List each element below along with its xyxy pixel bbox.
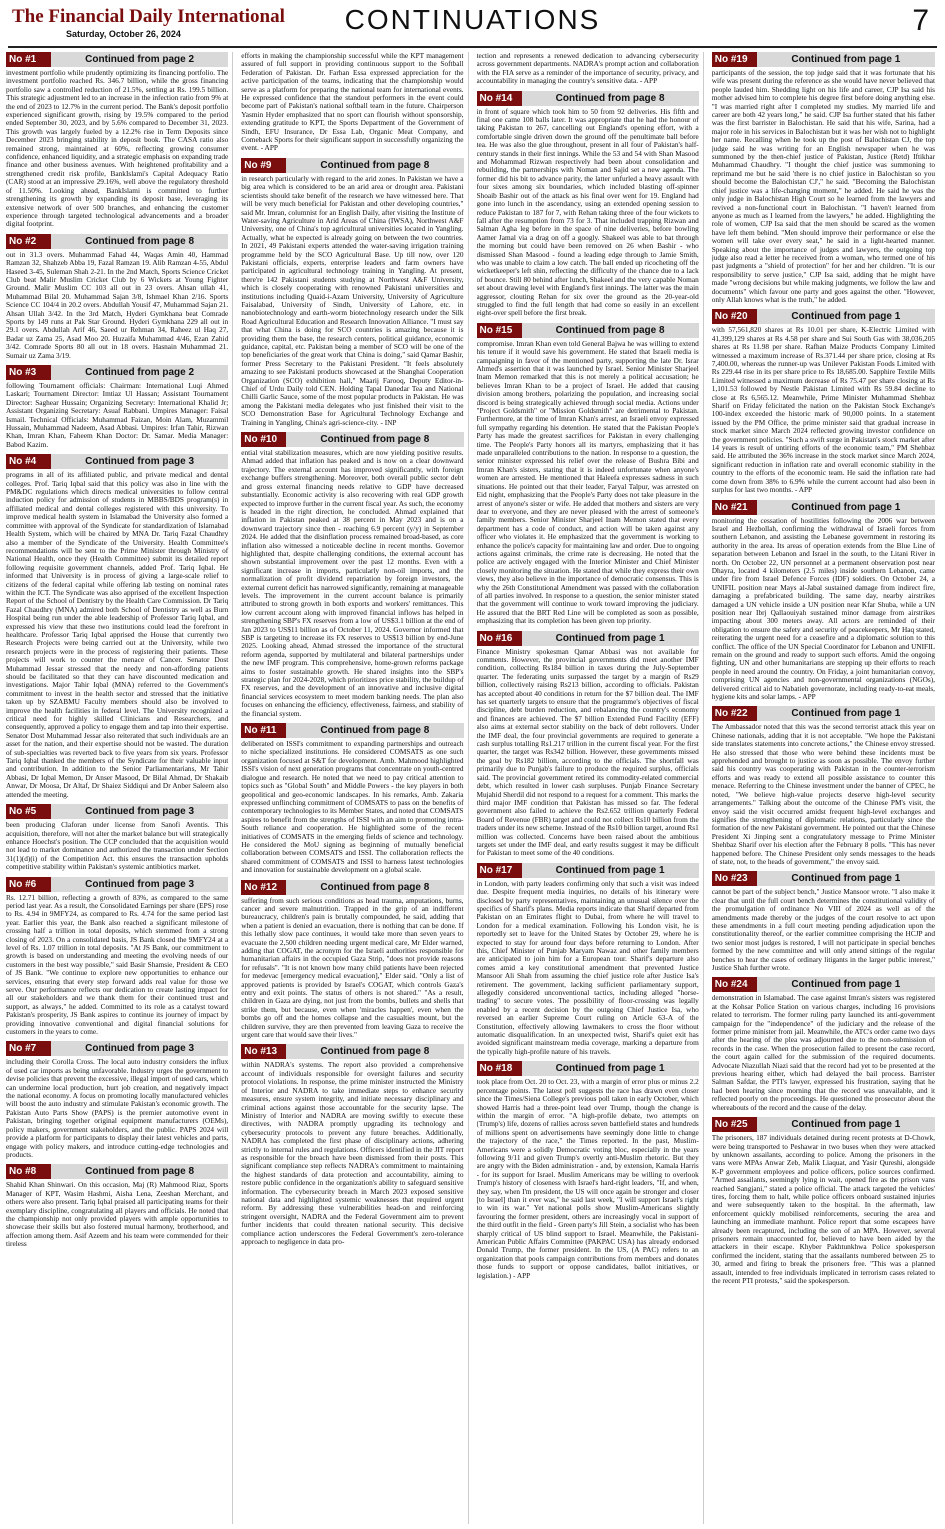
story-title: Continued from page 1 [757,871,935,886]
story-number: No #21 [712,500,757,515]
story-body: investment portfolio while prudently optimizing its financing portfolio. The investment portfolio reached Rs. 346.7 billion, while the gross financing portfolio saw a controlled reduction of 21.5%, settling at Rs. 199.5 billion. This strategic adjustment led to an increase in the infection ratio from 9% at the end of 2023 to 12.7% in the current period. The Bank's deposit portfolio experienced significant growth, rising by 19.5% compared to the period ended September 30, 2023, and by 5.6% compared to December 31, 2023. This growth was largely fueled by a 12.2% rise in Term Deposits since December 2023 bringing stability in deposit book. The CASA ratio also remained strong, maintained at 60%, reflecting growing consumer confidence, enhanced liquidity, and a strategic emphasis on expanding trade finance and other business avenues. With heightened profitability and a strengthened credit risk profile, BankIslami's Capital Adequacy Ratio (CAR) stood at an impressive 29.16%, well above the regulatory threshold of 11.50%. Looking ahead, BankIslami is committed to further strengthening its growth by expanding its deposit base, leveraging its extensive network of over 500 branches, and enhancing the customer experience through targeted technological advancements and a broader digital footprint. [6,68,229,229]
story-header [712,977,935,992]
column-1 [6,52,233,1524]
story-number: No #4 [6,454,51,469]
story-body: compromise. Imran Khan even told General Bajwa he was willing to extend his tenure if it would save his government. He stated that Israeli media is campaigning in favor of the mentioned party, supporting the late Dr. Israr Ahmed's assertion that it was launched by Israel. Senior Minister Sharjeel Inam Memon remarked that this is not merely a political accusation; he believes Imran Khan to be a project of Israel. He added that causing division among brothers, polarizing the population, and increasing social discord is being strategically achieved through social media. Actions under "Project Goldsmith" or "Mission Goldsmith" are detrimental to Pakistan. Furthermore, at the time of Imran Khan's arrest, an Israeli envoy expressed full sympathy regarding his detention. He stated that the Pakistan People's Party has made the greatest sacrifices for Pakistan in every challenging time. The People's Party honors all its martyrs, emphasizing that it has made unparalleled contributions to the nation. In response to a question, the senior minister expressed his relief over the release of Bushra Bibi and Imran Khan's sisters, stating that it is indeed unfortunate when anyone's women are arrested. He mentioned that Haleefa expresses sadness in such situations. He pointed out that their leader, Faryal Talpur, was arrested on Eid night, emphasizing that the People's Party does not take pleasure in the arrest of anyone's sister or wife. He added that mothers and sisters are very dear to everyone, and they are never pleased with the arrest of someone's family members. Senior Minister Sharjeel Inam Memon stated that every department has a code of conduct, and action will be taken against any officer who violates it. He emphasized that the government is working to enhance the police's capacity for maintaining law and order. Due to ongoing actions against criminals, the crime rate is decreasing. He noted that the police are actively engaged with the Interior Minister and Chief Minister closely monitoring the situation. He stated that while they express their own views, they also believe in the importance of democratic consensus. This is why the 26th Constitutional Amendment was passed with the collaboration of all parties involved. In response to a question, the senior minister stated that the government will continue to work toward improving the judiciary. He assured that the BRT Red Line will be completed as soon as possible, emphasizing that its completion has been given top priority. [476,338,699,626]
story-title: Continued from page 1 [522,1061,699,1076]
masthead [8,4,937,48]
story-header [712,706,935,721]
story-body: demonstration in Islamabad. The case against Imran's sisters was registered at the Kohsar Police Station on various charges, including 16 provisions related to terrorism. The former ruling party launched its anti-government campaign for the "independence" of the judiciary and the release of the former prime minister from jail. Meanwhile, the ATC's order came two days after the hearing of the plea was adjourned due to the non-submission of records in the case. When the prosecution failed to present the case record, the court again called for the submission of the required documents. Advocate Niazullah Niazi said that the record had yet to be presented at the previous hearing either, which had delayed the bail process. Barrister Salman Safdar, the PTI's lawyer, expressed his frustration, saying that he had been hearing since morning that the record was unavailable, and it reflected poorly on the proceedings. He questioned the prosecutor about the whereabouts of the record and the cause of the delay. [711,993,935,1112]
story-number: No #11 [241,723,286,738]
continuation-story [712,1117,935,1285]
story-columns [6,52,939,1524]
story-body: following Tournament officials: Chairman: International Luqi Ahmed Laskari; Tournament Director: Imtiaz Ul Hassan; Assistant Tournament Director: Saghear Hussain; Organizing Secretary: International Khalid Jr; Assistant Organizing Secretary: Asuaf Rabbani. Umpires Manager: Faisal Ismail. Technical Officials: Muhammad Faizan, Moin Alam, Muzammil Hussain, Muhammad Nadeem, Asad Abbasi. Umpires: Irfan Tahir, Rizwan Khan, Imran Khan, Faheem Khan Doctor: Dr. Samar. Media Manager: Babod Kazim. [6,381,229,449]
continuation-story [712,500,935,702]
story-number: No #6 [6,877,51,892]
story-body: suffering from such serious conditions as head trauma, amputations, burns, cancer and severe malnutrition. Trapped in the grip of an indifferent bureaucracy, children's pain is brutally compounded, he said, adding that when a patient is denied an evacuation, there is nothing that can be done. If this lethally slow pace continues, it would take more than seven years to evacuate the 2,500 children needing urgent medical care, Mr Elder warned, adding that COGAT, the acronym for the Israeli authorities responsible for humanitarian affairs in the occupied Gaza Strip, "does not provide reasons for refusals". "It is not known how many child patients have been rejected for medevac [emergency medical evacuation]," Elder said. "Only a list of approved patients is provided by Israel's COGAT, which controls Gaza's entry and exit points. The status of others is not shared." "As a result, children in Gaza are dying, not just from the bombs, bullets and shells that strike them, but because, even when 'miracles happen', even when the bombs go off and the homes collapse and the casualties mount, but the children survive, they are then prevented from leaving Gaza to receive the urgent care that would save their lives." [241,895,464,1040]
story-header [241,432,463,447]
story-title: Continued from page 8 [286,723,463,738]
story-number: No #14 [477,91,522,106]
story-body: programs in all of its affiliated public, and private medical and dental colleges. Prof. Tariq Iqbal said that this policy was also in line with the PM&DC regulations which directs medical universities to follow central induction policy for admission of students in MBBS/BDS program(s) in affiliated medical and dental colleges registered with this university. To improve medical health system in Islamabad the University also formed a committee with approval of the Syndicate for standardization of Islamabad Health System, which will be chaired by MNA Dr. Tariq Fazal Chaudhry also a member of the Syndicate of the University. Health Committee's recommendations will be sent to the Prime Minister through Ministry of National Health, once they (Health Committee) submit its detailed report following requisite government channels, added Prof. Tariq Iqbal. He informed that University is in process of giving a large-scale relief to citizens of the federal capital while offering lab testing on nominal rates within the ICT. The Syndicate was also apprised of the excellent Inspection Report of the School of Dentistry by the Health Care Commission. Dr Tariq Fazal Chaudhry (MNA) admired both School of Dentistry as well as Burn Hospital being run under the able leadership of Professor Tariq Iqbal, and expressed his view that these two institutions could lead the forefront in healthcare. Professor Tariq Iqbal apprised the House that currently two Research Projects were being carried out at the University, while two research projects were in the process of registering their patients. These projects will work to counter the menace of Cancer. Senator Dost Muhammad Jessar stressed that the needy and non-affording patients should be facilitated so that they can have discounted medication and investigations. Major Tahir Iqbal (MNA) referred to the Government's commitment to invest in the health sector and stressed that the initiative taken up by SZABMU Faculty members should also be involved to improve the health facilities in federal level. The University recognized a critical need for highly skilled Clinicians and Researchers, and consequently, approved a policy to engage them and tap into their expertise. Senator Dost Muhammad Jessar also reiterated that such individuals are an asset for the nation, and their expertise should not be wasted. The duration of sub-specialties was reverted back to five years from six years. Professor Tariq Iqbal thanked the members of the Syndicate for their valuable input and contribution. In addition to the Senior Parliamentarians, Mr Tahir Abbasi, Dr Iqbal Memon, Dr Anser Masood, Dr Bilal Ahmad, Dr Shakaib Anwar, Dr Moosa, Dr Altaf, Dr Shaiez Siddiqui and Dr Anber Saleem also attended the meeting. [6,470,229,799]
story-header [241,1044,463,1059]
story-number: No #3 [6,365,51,380]
story-header [477,323,699,338]
continuation-story [477,863,699,1057]
continuation-story [477,52,699,86]
story-body: with 57,561,820 shares at Rs 10.01 per share, K-Electric Limited with 41,399,129 shares at Rs 4.58 per share and Sui South Gas with 38,036,205 shares at Rs 11.98 per share. Rafhan Maize Products Company Limited witnessed a maximum increase of Rs.371.44 per share price, closing at Rs 7,400.00, whereas the runner-up was Unilever Pakistan Foods Limited with Rs 229.44 rise in its per share price to Rs 18,685.00. Sapphire Textile Mills Limited witnessed a maximum decrease of Rs 75.47 per share closing at Rs 1,101.53 followed by Nestle Pakistan Limited with Rs 59.84 decline to close at Rs 6,565.12. Meanwhile, Prime Minister Muhammad Shehbaz Sharif on Friday felicitated the nation on the Pakistan Stock Exchange's 100-index exceeded the historic mark of 90,000 points. In a statement issued by the PM Office, the prime minister said that gradual increase in stock market since March 2024 reflected growing investor confidence on the government policies. "Such a swift surge in Pakistan's stock market after 14 years is result of untiring efforts of the economic team," PM Shehbaz said. He attributed the 36% increase in the stock market since March 2024, significant reduction in inflation rate and overall economic stability in the country to the efforts of the economic team. He said the inflation rate had come down from 38% to 6.9% while the current account had also been in surplus for last two months. - APP [711,325,935,495]
continuation-story [712,871,935,972]
story-number: No #17 [477,863,522,878]
story-header [6,1041,228,1056]
continuation-story [241,52,463,153]
story-title: Continued from page 8 [51,234,228,249]
story-body: The Ambassador noted that this was the second terrorist attack this year on Chinese nationals, adding that it is not acceptable. "We hope the Pakistani side translates statements into concrete actions," the Chinese envoy stressed. He also stressed that those who were behind these incidents must be apprehended and brought to justice as soon as possible. The envoy further said his country was cooperating with Pakistan in the counter-terrorism efforts and was ready to extend all possible assistance to counter this menace. Referring to the Chinese investment under the banner of CPEC, he noted, "We believe high-value projects deserve high-level security arrangements." Talking about the outcome of the Chinese PM's visit, the envoy said the visit occurred amidst frequent high-level exchanges and signifies the strengthening of diplomatic relations, particularly since the formation of the new Pakistani government. He pointed out that the Chinese President Xi Jinping sent a congratulatory message to Prime Minister Shehbaz Sharif over his election after the February 8 polls. "This has never happened before. The Chinese President only sends messages to the heads of state, not, to the heads of government," the envoy said. [711,722,935,866]
story-header [477,631,699,646]
story-header [6,454,228,469]
story-title: Continued from page 2 [51,365,228,380]
story-body: The prisoners, 187 individuals detained during recent protests at D-Chowk, were being transported to Peshawar in two buses when they were attacked by unknown assailants, according to police. Among the prisoners in the vans were MPAs Anwar Zeb, Malik Liaquat, and Yasir Qureshi, alongside K-P government employees and police officers, police sources confirmed. "Armed assailants, seemingly lying in wait, opened fire as the prison vans reached Sangjani," stated a police official. The attack targeted the vehicles' tires, forcing them to halt, while police officers onboard sustained injuries and were subsequently taken to the hospital. In the aftermath, law enforcement quickly mobilised reinforcements, securing the area and launching an immediate manhunt. Police report that some escapees have already been recaptured, including the son of an MPA. However, several prisoners remain unaccounted for, believed to have been aided by the attackers in their escape. Khyber Pakhtunkhwa Police spokesperson confirmed the incident, stating that the assailants numbered between 25 to 30, armed and firing to break the prisoners free. "This was a planned assault, intended to free individuals implicated in terrorism cases related to the recent PTI protests," said the spokesperson. [711,1133,935,1285]
story-number: No #23 [712,871,757,886]
story-number: No #2 [6,234,51,249]
story-header [6,804,228,819]
story-number: No #12 [241,880,286,895]
story-body: Finance Ministry spokesman Qamar Abbasi was not available for comments. However, the provincial governments did meet another IMF condition, collecting Rs184 billion in taxes during the July-September quarter. The federating units surpassed the target by a margin of Rs29 billion, collectively raising Rs213 billion, according to officials. Pakistan has accepted about 40 conditions in return for the $7 billion deal. The IMF has set quarterly targets to ensure that the programme's objectives of fiscal discipline, debt burden reduction, and rebalancing the country's economy and finances are achieved. The $7 billion Extended Fund Facility (EFF) also aims at external sector stability on the back of debt rollovers. Under the IMF deal, the four provincial governments are required to generate a cash surplus totalling Rs1.217 trillion in the current fiscal year. For the first quarter, the target was Rs342 billion. However, these governments missed the goal by Rs182 billion, according to the officials. The shortfall was primarily due to Punjab's failure to produce the required surplus, officials said. The provincial government retired its commodity-related commercial debt, which resulted in lower cash surpluses. Punjab Finance Secretary Mujahid Sherdil did not respond to a request for a comment. This marks the third major IMF condition that Pakistan has missed so far. The federal government also failed to achieve the Rs2.652 trillion quarterly Federal Board of Revenue (FBR) target and could not collect Rs10 billion from the traders under its new scheme. Instead of the Rs10 billion target, around Rs1 million was collected. Concerns have been raised about the ambitious targets set under the IMF deal, and early results suggest it may be difficult for Pakistan to meet some of the 40 conditions. [476,646,699,858]
continuation-story [712,706,935,866]
page-number: 7 [912,4,929,37]
story-body: ential vital stabilization measures, which are now yielding positive results. Ahmad added that inflation has peaked and is now on a clear downward trajectory. The external account has improved significantly, with foreign exchange buffers strengthening. Moreover, both overall public sector debt and gross external financing needs relative to GDP have decreased substantially. Economic activity is also recovering with real GDP growth expected to improve further in the current fiscal year. As such, the economy is headed in the right direction, he concluded. Ahmad explained that inflation in Pakistan peaked at 38 percent in May 2023 and is on a downward trajectory since then - reaching 6.9 percent (y/y) in September 2024. He added that the disinflation process remained broad-based, as core inflation also witnessed a noticeable decline in recent months. Governor highlighted that, despite challenging conditions, the external account has shown substantial improvement over the past 12 months. Even with a significant increase in imports, particularly non-oil imports, and the normalization of profit dividend repatriation by foreign investors, the external current deficit has narrowed significantly, remaining at manageable levels. The improvement in the current account balance is primarily attributed to strong growth in both exports and workers' remittances. This low current account along with improved financial inflows has helped in strengthening SBP's FX reserves from a low of US$3.1 billion at the end of Jan 2023 to US$11 billion as of October 11, 2024. Governor informed that SBP is targeting to increase its FX reserves to US$13 billion by end-June 2025. Looking ahead, Ahmad stressed the importance of the structural reform agenda, supported by multilateral and bilateral partnerships under the new IMF program. This comprehensive, home-grown reforms package aims to foster sustainable growth. He shared insights into the SBP's strategic plan for 2024-2028, which prioritizes price stability, the buildup of FX reserves, and the development of an innovative and inclusive digital financial services ecosystem to meet modern banking needs. The plan also focuses on enhancing the efficiency, effectiveness, fairness, and stability of the financial system. [241,448,464,718]
story-body: Shahid Khan Shinwari. On this occasion, Maj (R) Mahmood Riaz, Sports Manager of KPT, Wasim Hashmi, Aisha Lena, Zeeshan Merchant, and others were also present. Tariq Iqbal praised all participating teams for their exemplary discipline, congratulating all players and officials. He noted that the championship not only provided players with ample opportunities to showcase their skills but also fostered mutual harmony, brotherhood, and affection among them. Asif Azeem and his team were commended for their tireless [6,1180,229,1249]
story-number: No #25 [712,1117,757,1132]
story-header [6,52,228,67]
story-body: took place from Oct. 20 to Oct. 23, with a margin of error plus or minus 2.2 percentage points. The latest poll suggests the race has drawn even closer since the Times/Siena College's previous poll taken in early October, which showed Harris had a three-point lead over Trump, though the change is within the margin of error. "A high-profile debate, two attempts on (Trump's) life, dozens of rallies across seven battlefield states and hundreds of millions spent on advertisements have seemingly done little to change the trajectory of the race," the Times reported. In the past, Muslim-Americans were a solidly Democratic voting bloc, especially in the years following 9/11 and given Trump's overtly anti-Muslim rhetoric. But they are angry with the Biden administration - and, by extension, Kamala Harris - for its support for Israel. Muslim Americans may be willing to overlook Trump's history of closeness with Israel's hard-right leaders, "If, and when, they say, when I'm president, the US will once again be stronger and closer [to Israel] than it ever was," he said last week, "I will support Israel's right to win its war." Yet national polls show Muslim-Americans slightly favouring the former president, others are increasingly vocal in support of the third outfit in the field - Green party's Jill Stein, a socialist who has been sharply critical of US blind support to Israel. Meanwhile, the Pakistani-American Public Affairs Committee (PAKPAC USA) has already endorsed Donald Trump, the former president. In the US, (A PAC) refers to an organization that pools campaign contributions from members and donates those funds to support or oppose candidates, ballot initiatives, or legislation.) - APP [476,1077,699,1280]
story-title: Continued from page 8 [286,1044,463,1059]
story-title: Continued from page 8 [286,432,463,447]
story-body: within NADRA's systems. The report also provided a comprehensive account of individuals responsible for oversight failures and security protocol violations. In response, the prime minister instructed the Ministry of Interior and NADRA to take immediate steps to enhance security measures, ensure system integrity, and initiate necessary disciplinary and criminal actions against those accountable for the security lapse. The Ministry of Interior and NADRA are moving swiftly to execute these directives, with NADRA promptly upgrading its technology and cybersecurity protocols to prevent any future breaches. Additionally, NADRA has completed the first phase of disciplinary actions, adhering strictly to internal rules and regulations. Officers identified in the JIT report as responsible for the breach have been dismissed from their posts. This significant compliance step reflects NADRA's commitment to maintaining the highest standards of data protection and accountability, aiming to restore public confidence in the organization's ability to safeguard sensitive information. The cybersecurity breach in March 2023 exposed sensitive national data and highlighted systemic weaknesses that required urgent reform. By addressing these vulnerabilities head-on and reinforcing stringent oversight, NADRA and the Federal Government aim to prevent further incidents that could threaten national security. This decisive compliance action underscores the Federal Government's zero-tolerance approach to negligence in data pro- [241,1060,464,1246]
continuation-story [6,1164,228,1248]
story-number: No #22 [712,706,757,721]
story-title: Continued from page 1 [757,52,935,67]
story-number: No #15 [477,323,522,338]
story-number: No #8 [6,1164,51,1179]
story-title: Continued from page 3 [51,454,228,469]
story-header [712,1117,935,1132]
continuation-story [6,234,228,360]
story-body: cannot be part of the subject bench," Justice Mansoor wrote. "I also make it clear that until the full court bench determines the constitutional validity of the promulgation of ordinance No VIII of 2024 as well as of the amendments made thereby or the judges of the court resolve to act upon these amendments in a full court meeting pending adjudication upon the constitutionality thereof, or the earlier committee comprising the HCJP and two senior most judges is restored, I will not participate in special benches formed by the new committee and will only attend sittings of the regular benches to hear the cases of ordinary litigants in the larger public interest," Justice Shah further wrote. [711,887,935,972]
story-header [712,309,935,324]
story-number: No #13 [241,1044,286,1059]
continuation-story [6,365,228,449]
story-header [712,52,935,67]
newspaper-logo: The Financial Daily International [12,6,285,27]
continuation-story [6,1041,228,1159]
story-title: Continued from page 1 [757,309,935,324]
continuation-story [241,158,463,427]
story-body: in front of square which took him to 50 from 92 deliveries. His fifth and final one came 108 balls later. It was appropriate that he had the honour of taking Pakistan to 267, cancelling out England's opening effort, with a comfortable single driven down the ground off the penultimate ball before tea. He was also the glue throughout, present in all four of Pakistan's half-century stands in their first innings. While the 53 and 54 with Shan Masood and Mohammad Rizwan respectively had been about consolidation and rebuilding, the partnerships with Noman and Sajid set a new agenda. The former did his bit to advance parity, the latter unfurled a heavy assault with four sixes among six boundaries, which included blasting off-spinner Shoaib Bashir out of the attack as his final over went for 19. England had gone into lunch in the ascendancy, using an extended opening session to reduce Pakistan to 187 for 7, with Rehan taking three of the four wickets to fall after the resumption from 73 for 3. That included trapping Rizwan and Salman Agha leg before in the space of nine deliveries, before bowling Aamer Jamal via a drag on off a googly. Shakeel was able to bat through the morning but could have been removed on 26 when Bashir - who dismissed Shan Masood - found a leading edge through to Jamie Smith, who was unable to claim a low catch. The ball ended up ricocheting off the wicketkeeper's left shin, reflecting the difficulty of the chance due to a lack of bounce. Still 80 behind after lunch, Shakeel and the very capable Noman set about drawing level with England's first innings. The latter was the main aggressor, clouting Rehan for six over the ground as the 20-year-old struggled to find the full length that had come so easily in an excellent eight-over spell before the first break. [476,106,699,318]
story-header [6,1164,228,1179]
story-title: Continued from page 8 [522,323,699,338]
continuation-story [6,877,228,1037]
story-header [477,91,699,106]
continuation-story [241,1044,463,1246]
continuation-story [6,804,228,871]
continuation-story [477,323,699,626]
story-title: Continued from page 1 [522,863,699,878]
story-body: monitoring the cessation of hostilities following the 2006 war between Israel and Hezbollah, confirming the withdrawal of Israeli forces from southern Lebanon, and assisting the Lebanese government in restoring its authority in the area. Its areas of operation extends from the Blue Line of separation between Lebanon and Israel in the south, to the Litani River in north. On October 22, UN personnel at a permanent observation post near Dhayra, located 4 kilometers (2.5 miles) inside southern Lebanon, came under fire from Israel Defence Forces (IDF) soldiers. On October 24, a UNIFIL position near Mays al-Jabal sustained damage from indirect fire, damaging a prefabricated building. The same day, nearby airstrikes damaged a UN vehicle inside a UN position near Kfar Shuba, while a UN position near Ibrj Qallaouiyah sustained minor damage from airstrikes impacting about 300 meters away. All actors are reminded of their obligation to ensure the safety and security of peacekeepers, Mr Haq stated, reiterating the urgent need for a ceasefire and a diplomatic solution to this conflict. The office of the UN Special Coordinator for Lebanon and UNIFIL remain on the ground and ready to support such efforts. Amid the ongoing fighting, UN and other humanitarians are stepping up their efforts to reach people in need around the country. On Friday, a joint humanitarian convoy, comprising UN agencies and non-governmental organizations (NGOs), delivered critical aid to Nabatieh governorate, including ready-to-eat meals, hygiene kits and solar lamps. - APP [711,515,935,702]
story-title: Continued from page 3 [51,877,228,892]
story-number: No #18 [477,1061,522,1076]
story-title: Continued from page 2 [51,52,228,67]
story-body: efforts in making the championship successful while the KPT management assured of full support in providing continuous support to the Softball Federation of Pakistan. Dr. Farhan Essa expressed appreciation for the active participation of the teams, indicating that the championship would serve as a platform for preparing the national team for international events. He expressed confidence that the standout performers in the event could become part of Pakistan's national softball team in the future. Chairperson Yasmin Hyder emphasized that no sport can flourish without sponsorship, extending gratitude to KPT, the Sports Department of the Government of Sindh, EFU Insurance, Dr Essa Lab, Organic Meat Company, and Comeback Sports for their significant support in successfully organizing the event. - APP [241,52,464,153]
issue-date: Saturday, October 26, 2024 [66,29,181,39]
header-divider [8,46,937,48]
story-title: Continued from page 8 [286,158,463,173]
story-header [477,863,699,878]
story-title: Continued from page 3 [51,804,228,819]
story-body: been producing Claforan under license from Sanofi Aventis. This acquisition, therefore, will not alter the market balance but will strategically enhance Hoechst's position. The CCP concluded that the acquisition would not lead to market dominance and authorized the transaction under Section 31(1)(d)(i) of the Competition Act. this ensures the transaction upholds competitive stability within Pakistan's systemic antibiotics market. [6,820,229,872]
story-number: No #20 [712,309,757,324]
continuation-story [712,977,935,1112]
story-header [6,234,228,249]
continuation-story [712,52,935,304]
story-title: Continued from page 1 [757,977,935,992]
story-header [6,365,228,380]
continuation-story [6,52,228,229]
story-number: No #10 [241,432,286,447]
story-body: in London, with party leaders confirming only that such a visit was indeed due. Despite frequent media inquiries, no details of his itinerary were disclosed by party representatives, maintaining an unusual silence over the specifics of Sharif's plans. Media reports indicate that Sharif departed from Pakistan on an Emirates flight to Dubai, from where he will travel to London for a medical examination. Following his London visit, he is reportedly set to leave for the United States by October 29, where he is expected to stay for around four days before returning to London. After this, Chief Minister of Punjab Maryam Nawaz and other family members are anticipated to join him for a European tour. Sharif's departure also comes amid a key constitutional amendment that prevented Justice Mansoor Ali Shah from assuming the chief justice role after Justice Isa's retirement. The government, lacking sufficient parliamentary support, allegedly considered unconventional tactics, including alleged "horse-trading" to secure votes. The possibility of floor-crossing was legally enabled by a recent decision by the outgoing Chief Justice Isa, who reversed an earlier Supreme Court ruling on Article 63-A of the Constitution, effectively allowing lawmakers to cross the floor without automatic disqualification. In an unexpected twist, Sharif's quiet exit has avoided significant mainstream media coverage, marking a departure from the typically high-profile nature of his travels. [476,878,699,1056]
story-number: No #7 [6,1041,51,1056]
story-number: No #1 [6,52,51,67]
story-title: Continued from page 1 [757,500,935,515]
story-title: Continued from page 8 [522,91,699,106]
story-number: No #16 [477,631,522,646]
story-body: deliberated on ISSI's commitment to expanding partnerships and outreach to niche specialized institutions. He considered COMSATS as one such organization focused at S&T for development. Amb. Mahmood highlighted ISSI's vision of next generation programs that concentrate on youth-centred dialogue and research. He noted that we need to pay critical attention to topics such as "Global South" and Middle Powers - the key players in both geopolitical and geo-economic landscapes. In his remarks, Amb. Zakaria expressed unflinching commitment of COMSATS to pass on the benefits of contemporary technologies to its Member States, and noted that COMSATS aspires to benefit from the strengths of ISSI with an aim to promoting intra-South reliance and cooperation. He highlighted some of the recent initiatives of COMSATS in the emerging fields of science and technology. He considered the MoU signing as beginning of mutually beneficial collaboration between COMSATS and ISSI. The collaboration reflects the shared commitment of COMSATS and ISSI to harness latest technologies and innovation for sustainable development on a global scale. [241,739,464,875]
story-number: No #5 [6,804,51,819]
story-body: tection and represents a renewed dedication to advancing cybersecurity across government departments. NADRA's prompt action and collaboration with the FIA serve as a reminder of the importance of security, privacy, and accountability in managing the country's sensitive data. - APP [476,52,699,86]
continuation-story [241,723,463,875]
story-title: Continued from page 1 [757,1117,935,1132]
story-title: Continued from page 1 [757,706,935,721]
story-body: including their Corolla Cross. The local auto industry considers the influx of used car imports as being unfavorable. Industry urges the government to devise policies that prevent the excessive, illegal import of used cars, which can undermine local production, hurt job creation, and negatively impact the national economy. A focus on promoting locally manufactured vehicles will boost the auto industry and stimulate Pakistan's economic growth. The Pakistan Auto Parts Show (PAPS) is the premier automotive event in Pakistan, bringing together original equipment manufacturers (OEMs), policy makers, government stakeholders, and the public. PAPS 2024 will provide a platform for participants to display their latest vehicles and parts, engage with policy makers, and introduce cutting-edge technologies and products. [6,1057,229,1159]
story-title: Continued from page 1 [522,631,699,646]
continuation-story [241,432,463,718]
continuation-story [241,880,463,1040]
continuation-story [6,454,228,799]
story-header [712,871,935,886]
column-2 [241,52,468,1524]
continuation-story [477,1061,699,1280]
story-header [477,1061,699,1076]
story-number: No #24 [712,977,757,992]
story-header [241,158,463,173]
story-header [712,500,935,515]
story-body: participants of the session, the top judge said that it was fortunate that his wife was present during the reference as she would have never believed that people lauded him. Shedding light on his life and career, CJP Isa said his mother advised him to complete his degree first before doing anything else. "I was married right after I completed my studies. My married life and career are both 42 years long," he said. CJP Isa further stated that his father was the first barrister in Balochistan. He said that his wife, Sarina, had a major role in his services in Balochistan but it was her wish not to highlight her name. Recalling when he took up the post of Balochistan CJ, the top judge said he was writing for an English newspaper when he was summoned by the then-chief justice of Pakistan, Justice (Retd) Iftikhar Muhammad Chaudhry. "I thought the chief justice was summoning to reprimand me but he said 'there is no chief justice in Balochistan so you should become the Balochistan CJ'," he said. "Becoming the Balochistan chief justice was a life-changing moment," he added. He said he was the only judge in Balochistan High Court so he learned from the lawyers and revived a non-functional court in Balochistan. "I haven't learned from anyone as much as I learned from the lawyers," he added. Highlighting the role of women, CJP Isa said that the men should be scared as the women have left them behind. "Men should improve their performance or else the women will take over every seat," he said in a light-hearted manner. Speaking about the importance of judges and lawyers, the outgoing top judge also read a letter he received from a woman, who termed one of his past judgments a "shield of protection" for her and her children. "It is our responsibility to serve justice," CJP Isa said, adding that he might have made "wrong decisions but while making judgments, we follow the law and documents" which favour one party and goes against the other. "However, only Allah knows what is the truth," he added. [711,68,935,304]
story-number: No #9 [241,158,286,173]
story-title: Continued from page 8 [51,1164,228,1179]
story-title: Continued from page 3 [51,1041,228,1056]
story-body: in research particularly with regard to the arid zones. In Pakistan we have a big area which is considered to be an arid area or drought area. Pakistani scientists should take benefit of the research we have witnessed here. That will be very much beneficial for Pakistan and other developing countries," said Mr. Imran, columnist for an English Daily, after visiting the Institute of Water-saving Agriculture in Arid Areas of China (IWSA), Northwest A&F University, one of China's top agricultural universities located in Yangling. Actually, what he expected is already going on between the two countries. In 2021, 49 Pakistani experts attended the water-saving irrigation training programme held by the SCO Agricultural Base. Up till now, over 120 Pakistani officials, experts, enterprise leaders and farm owners have participated in agricultural technology training in Yangling. At present, there're 142 Pakistani students studying at Northwest A&F University, which is closely cooperating with renowned Pakistani universities and institutions including Quaid-i-Azam University, University of Agriculture Faisalabad, University of Sindh, University of Lahore, etc. in nanobiotechnology and earth-worm biotechnology research under the Silk Road Agricultural Education and Research Innovation Alliance. "I must say that what China is doing for SCO countries is amazing because it is providing them the base, the research centers, political guidance, economic guidance, capital, etc. Pakistan being a member of SCO will be one of the top beneficiaries of the great work that China is doing," said Qamar Bashir, former Press Secretary to the Pakistani President. "It feels absolutely amazing to see Pakistani products showcased at the Shanghai Cooperation Organization (SCO) exhibition hall," Maarij Farooq, Deputy Editor-in-Chief of Urdu Daily told CEN. Holding Tapal Danedar Tea and National Chilli Garlic Sauce, some of the most popular products in Pakistan. He was among the Pakistani media delegates who just finished their visit to the SCO Demonstration Base for Agricultural Technology Exchange and Training in Yangling, China's agri-science-city. - INP [241,173,464,427]
story-body: Rs. 12.71 billion, reflecting a growth of 83%, as compared to the same period last year. As a result, the Consolidated Earnings per share (EPS) rose to Rs. 4.94 in 9MFY24, as compared to Rs. 4.74 for the same period last year. Earlier this year, the Bank also reached a significant milestone of crossing half a trillion in total deposits, which stemmed from a strong closing of 2023. On a consolidated basis, JS Bank closed the 9MFY24 at a level of Rs. 1.07 trillion in total deposits. "At JS Bank, our commitment to growth is based on understanding and meeting the evolving needs of our customers in the best way possible," said Basir Shamsie, President & CEO of JS Bank. "We continue to explore new opportunities to enhance our services, ensuring that every step forward adds real value for those we serve. Our performance reflects our dedication to create lasting impact for all our stakeholders and we thank them for their continued trust and support, as always," he added. Committed to its role as a catalyst toward Pakistan's prosperity, JS Bank aspires to continue its journey of impact by providing innovative conventional and digital financial solutions for customers in the years to come. [6,892,229,1037]
continuation-story [477,631,699,858]
story-header [241,880,463,895]
story-body: out in 31.3 overs. Muhammad Fahad 44, Waqas Amin 40, Hammad Ramzan 32, Shahzeb Abba 19, Fazal Ramzan 19. Alib Ramzan 4-55, Abdul Haseed 3-45, Suleman Shah 2-21. In the 2nd Match, Sports Science Cricket Club beat Malir Muslim Cricket Club by 6 Wickets at Young Fighter Ground. Malir Muslim CC 103 all out in 23 overs. Ahsan ullah 41, Muhammad Bilal 20. Muhammad Sajan 3/8, Ishmael Khan 2/16. Sports Science CC 104/4 in 20.2 overs. Abdullah Yousif 47, Muhammad Sajan 21. Ahsan Ullah 3/42. In the 3rd Match, Hyderi Gymkhana beat Comrade Sports by 149 runs at Pak Star Ground. Hyderi Gymkhana 229 all out in 29.1 overs. Abdullah Arif 46, Saeed ur Rehman 34, Raheez ul Haq 27, Badar uz Zama 25, Asad Moo 20. Huzaifa Muhammad 4/46, Ezan Zahid 3/42. Comrade Sports 80 all out in 18 overs. Hasnain Muhammad 21. Sumair uz Zama 3/19. [6,249,229,360]
continuation-story [477,91,699,318]
column-4 [712,52,939,1524]
story-header [241,723,463,738]
column-3 [477,52,704,1524]
story-header [6,877,228,892]
story-number: No #19 [712,52,757,67]
section-title: CONTINUATIONS [344,4,601,35]
story-title: Continued from page 8 [286,880,463,895]
continuation-story [712,309,935,494]
